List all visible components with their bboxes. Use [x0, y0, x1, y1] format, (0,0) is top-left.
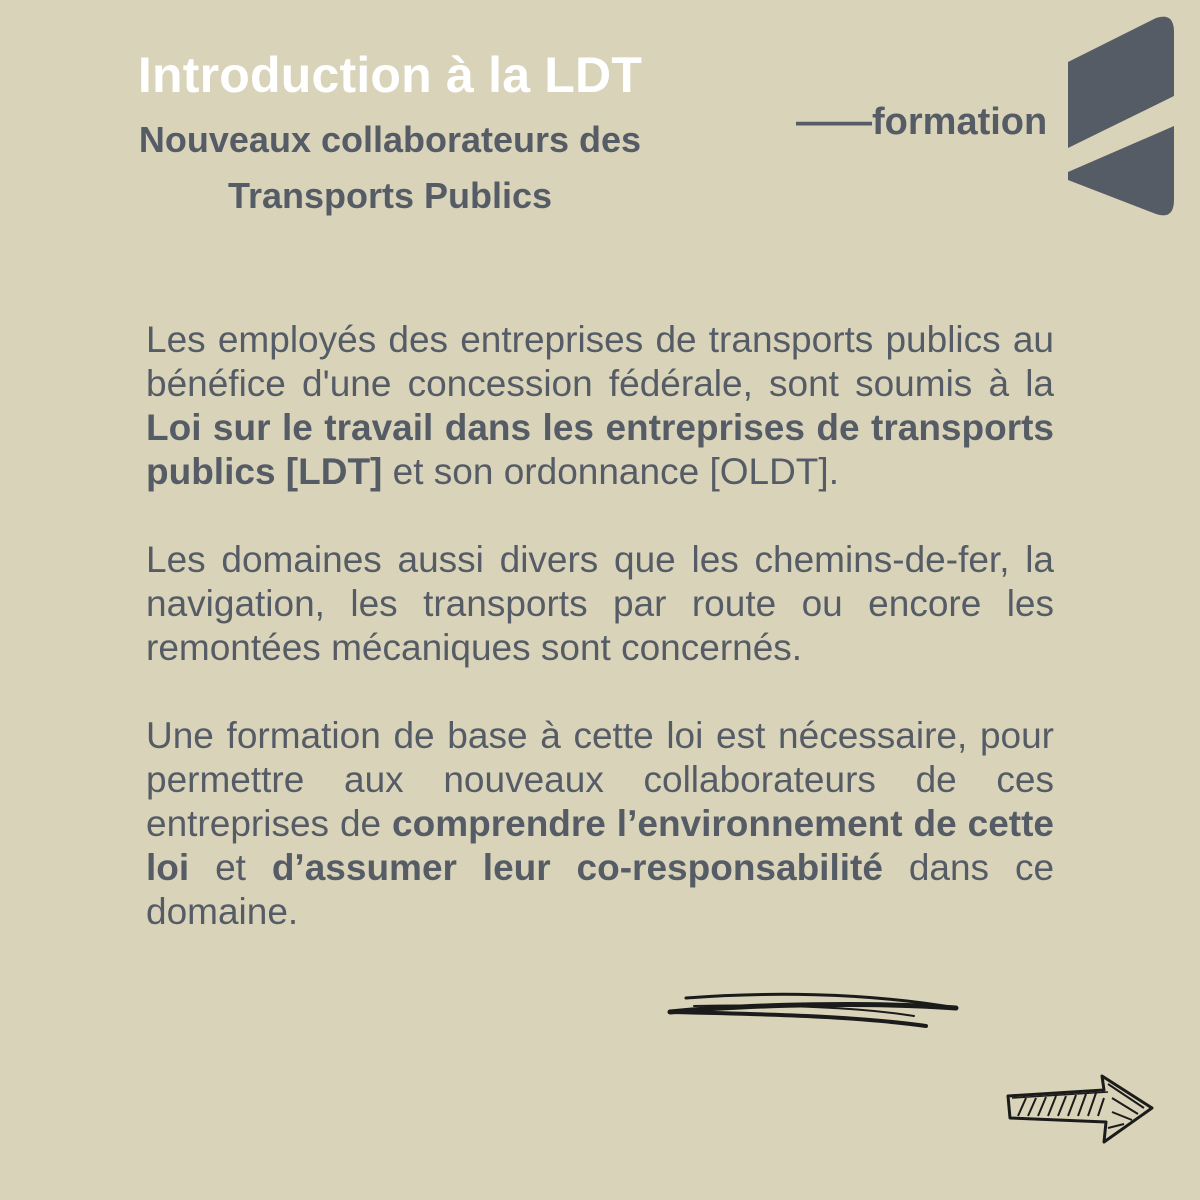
paragraph-2: [146, 538, 1054, 670]
page-title: Introduction à la LDT: [137, 47, 643, 103]
p2-text-1: Les domaines aussi divers que les chemins-de-fer, la navigation, les transports par route ou encore les remontées mécaniques sont concernés.: [146, 539, 1054, 668]
paragraph-1: [146, 318, 1054, 494]
scribble-underline-icon: [664, 986, 960, 1032]
formation-tag: ——formation: [796, 101, 1048, 143]
p3-text-3: dans ce domaine.: [146, 847, 1055, 932]
hand-drawn-arrow-right-icon[interactable]: [1004, 1068, 1158, 1148]
page-subtitle: [90, 112, 690, 224]
p1-text-2: et son ordonnance [OLDT].: [382, 451, 839, 492]
p3-bold-1: comprendre l’environnement de cette loi: [146, 803, 1054, 888]
brand-logo-icon: [1066, 14, 1176, 220]
p3-text-1: Une formation de base à cette loi est nécessaire, pour permettre aux nouveaux collaborateurs de ces entreprises de: [146, 715, 1054, 844]
body-text: [146, 318, 1054, 978]
paragraph-3: [146, 714, 1054, 934]
p1-text-1: Les employés des entreprises de transports publics au bénéfice d'une concession fédérale, sont soumis à la: [146, 319, 1054, 404]
subtitle-line-1: Nouveaux collaborateurs des: [138, 119, 642, 160]
p3-text-2: et: [189, 847, 272, 888]
header: [90, 42, 690, 224]
subtitle-line-2: Transports Publics: [227, 175, 553, 216]
p3-bold-2: d’assumer leur co-responsabilité: [271, 847, 883, 888]
p1-bold-1: Loi sur le travail dans les entreprises de transports publics [LDT]: [146, 407, 1054, 492]
